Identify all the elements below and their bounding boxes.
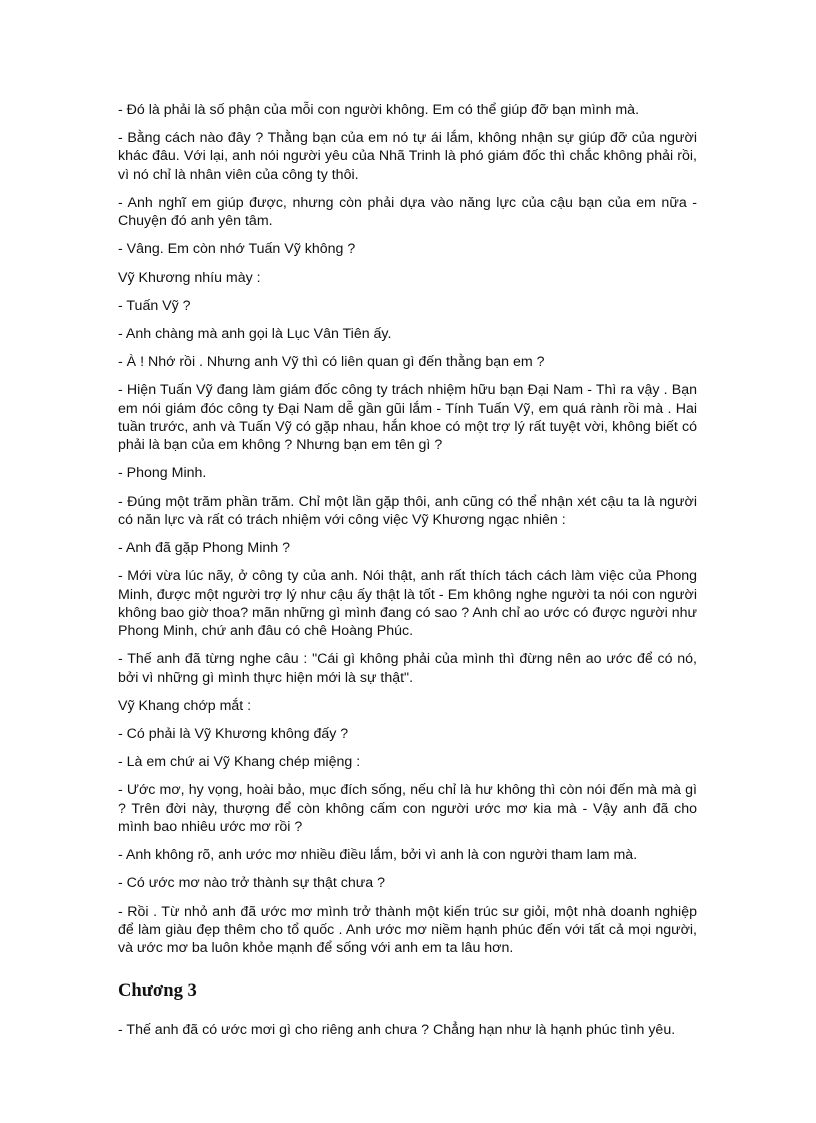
paragraph: Vỹ Khương nhíu mày : xyxy=(118,269,261,286)
paragraph: - Anh nghĩ em giúp được, nhưng còn phải dựa vào năng lực của cậu bạn của em nữa - Chuyện đó anh yên tâm. xyxy=(118,194,697,230)
paragraph: - Vâng. Em còn nhớ Tuấn Vỹ không ? xyxy=(118,241,356,258)
paragraph: - Thế anh đã từng nghe câu : "Cái gì không phải của mình thì đừng nên ao ước để có nó, bởi vì những gì mình thực hiện mới là sự thật". xyxy=(118,651,697,686)
paragraph: - Tuấn Vỹ ? xyxy=(118,297,191,314)
paragraph: - Anh chàng mà anh gọi là Lục Vân Tiên ấy. xyxy=(118,326,392,343)
paragraph: - Anh không rõ, anh ước mơ nhiều điều lắm, bởi vì anh là con người tham lam mà. xyxy=(118,847,638,864)
paragraph: - Anh đã gặp Phong Minh ? xyxy=(118,540,290,557)
paragraph: - Là em chứ ai Vỹ Khang chép miệng : xyxy=(118,754,361,771)
paragraph: - Phong Minh. xyxy=(118,465,207,482)
paragraph: - Mới vừa lúc nãy, ở công ty của anh. Nói thật, anh rất thích tách cách làm việc của Phong Minh, được một người trợ lý như cậu ấy thật là tốt - Em không nghe người ta nói con người không bao giờ thoa? mãn những gì mình đang có sao ? Anh chỉ ao ước có được người như Phong Minh, chứ anh đâu có chê Hoàng Phúc. xyxy=(118,568,697,640)
paragraph: - Đúng một trăm phần trăm. Chỉ một lần gặp thôi, anh cũng có thể nhận xét cậu ta là người có năn lực và rất có trách nhiệm với công việc Vỹ Khương ngạc nhiên : xyxy=(118,493,697,528)
paragraph: - Có phải là Vỹ Khương không đấy ? xyxy=(118,726,349,743)
paragraph: - Ước mơ, hy vọng, hoài bảo, mục đích sống, nếu chỉ là hư không thì còn nói đến mà mà gì ? Trên đời này, thượng để còn không cấm con người ước mơ kia mà - Vậy anh đã cho mình bao nhiêu ước mơ rồi ? xyxy=(118,782,697,836)
paragraph: - Thế anh đã có ước mơi gì cho riêng anh chưa ? Chẳng hạn như là hạnh phúc tình yêu. xyxy=(118,1021,676,1038)
document-page xyxy=(118,101,697,1049)
paragraph: - Đó là phải là số phận của mỗi con người không. Em có thể giúp đỡ bạn mình mà. xyxy=(118,102,640,118)
paragraph: - Có ước mơ nào trở thành sự thật chưa ? xyxy=(118,875,385,892)
paragraph: - Hiện Tuấn Vỹ đang làm giám đốc công ty trách nhiệm hữu bạn Đại Nam - Thì ra vậy . Bạn em nói giám đóc công ty Đại Nam dễ gần gũi lắm - Tính Tuấn Vỹ, em quá rành rồi mà . Hai tuần trước, anh và Tuấn Vỹ có gặp nhau, hắn khoe có một trợ lý rất tuyệt vời, không biết có phải là bạn của em không ? Nhưng bạn em tên gì ? xyxy=(118,382,697,454)
paragraph: - À ! Nhớ rồi . Nhưng anh Vỹ thì có liên quan gì đến thằng bạn em ? xyxy=(118,354,545,371)
paragraph: Vỹ Khang chớp mắt : xyxy=(118,697,252,714)
paragraph: - Rồi . Từ nhỏ anh đã ước mơ mình trở thành một kiến trúc sư giỏi, một nhà doanh nghiệp để làm giàu đẹp thêm cho tổ quốc . Anh ước mơ niềm hạnh phúc đến với tất cả mọi người, và ước mơ ba luôn khỏe mạnh để sống với anh em ta lâu hơn. xyxy=(118,903,697,957)
paragraph: - Bằng cách nào đây ? Thằng bạn của em nó tự ái lắm, không nhận sự giúp đỡ của người khác đâu. Với lại, anh nói người yêu của Nhã Trinh là phó giám đốc thì chắc không phải rồi, vì nó chỉ là nhân viên của công ty thôi. xyxy=(118,130,697,183)
chapter-heading: Chương 3 xyxy=(118,979,197,1001)
